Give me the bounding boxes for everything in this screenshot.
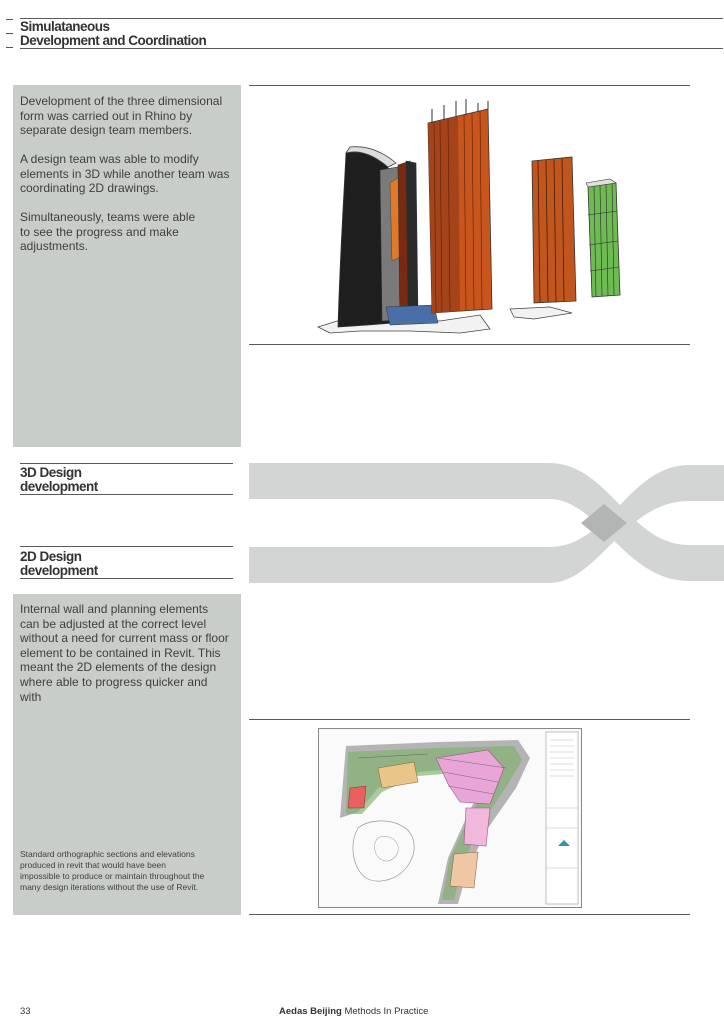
intro-paragraph-1: Development of the three dimensional form was carried out in Rhino by separate design team members. [20, 94, 223, 138]
image-bottom-rule-upper [249, 719, 690, 720]
header-rule-bottom [20, 48, 723, 49]
image-top-rule-lower [249, 344, 690, 345]
section-3d-heading-line1: 3D Design [20, 465, 82, 480]
header-tick-1 [6, 19, 13, 20]
revit-caption: Standard orthographic sections and elevations produced in revit that would have been impossible to produce or maintain throughout the many design iterations without the use of Revit. [20, 849, 205, 892]
footer-publication [279, 1006, 428, 1017]
section-2d-heading-line1: 2D Design [20, 549, 82, 564]
section-3d-rule-bottom [20, 494, 233, 495]
section-2d-heading [20, 550, 98, 578]
page-title-line1: Simulataneous [20, 19, 110, 34]
intro-paragraph-3: Simultaneously, teams were able to see the progress and make adjustments. [20, 210, 196, 254]
3d-towers-model-image [310, 95, 640, 335]
page-title [20, 20, 206, 48]
footer-subtitle: Methods In Practice [341, 1006, 429, 1017]
section-3d-heading [20, 466, 98, 494]
header-tick-3 [6, 47, 13, 48]
footer-brand: Aedas Beijing [279, 1006, 342, 1017]
header-rule-top [20, 18, 723, 19]
intro-paragraph-2: A design team was able to modify elements in 3D while another team was coordinating 2D drawings. [20, 152, 230, 196]
site-plan-drawing-image [318, 728, 582, 908]
section-3d-heading-line2: development [20, 479, 98, 494]
intro-panel [13, 85, 241, 447]
revit-paragraph: Internal wall and planning elements can be adjusted at the correct level without a need for current mass or floor element to be contained in Revit. This meant the 2D elements of the design where able to progress quicker and with [20, 602, 229, 704]
image-top-rule-upper [249, 85, 690, 86]
section-2d-heading-line2: development [20, 563, 98, 578]
header-tick-2 [6, 33, 13, 34]
section-2d-rule-top [20, 546, 233, 547]
section-3d-rule-top [20, 463, 233, 464]
image-bottom-rule-lower [249, 914, 690, 915]
crossing-ribbons-graphic [249, 463, 724, 583]
section-2d-rule-bottom [20, 578, 233, 579]
page-title-line2: Development and Coordination [20, 33, 207, 48]
page-number: 33 [20, 1006, 31, 1017]
